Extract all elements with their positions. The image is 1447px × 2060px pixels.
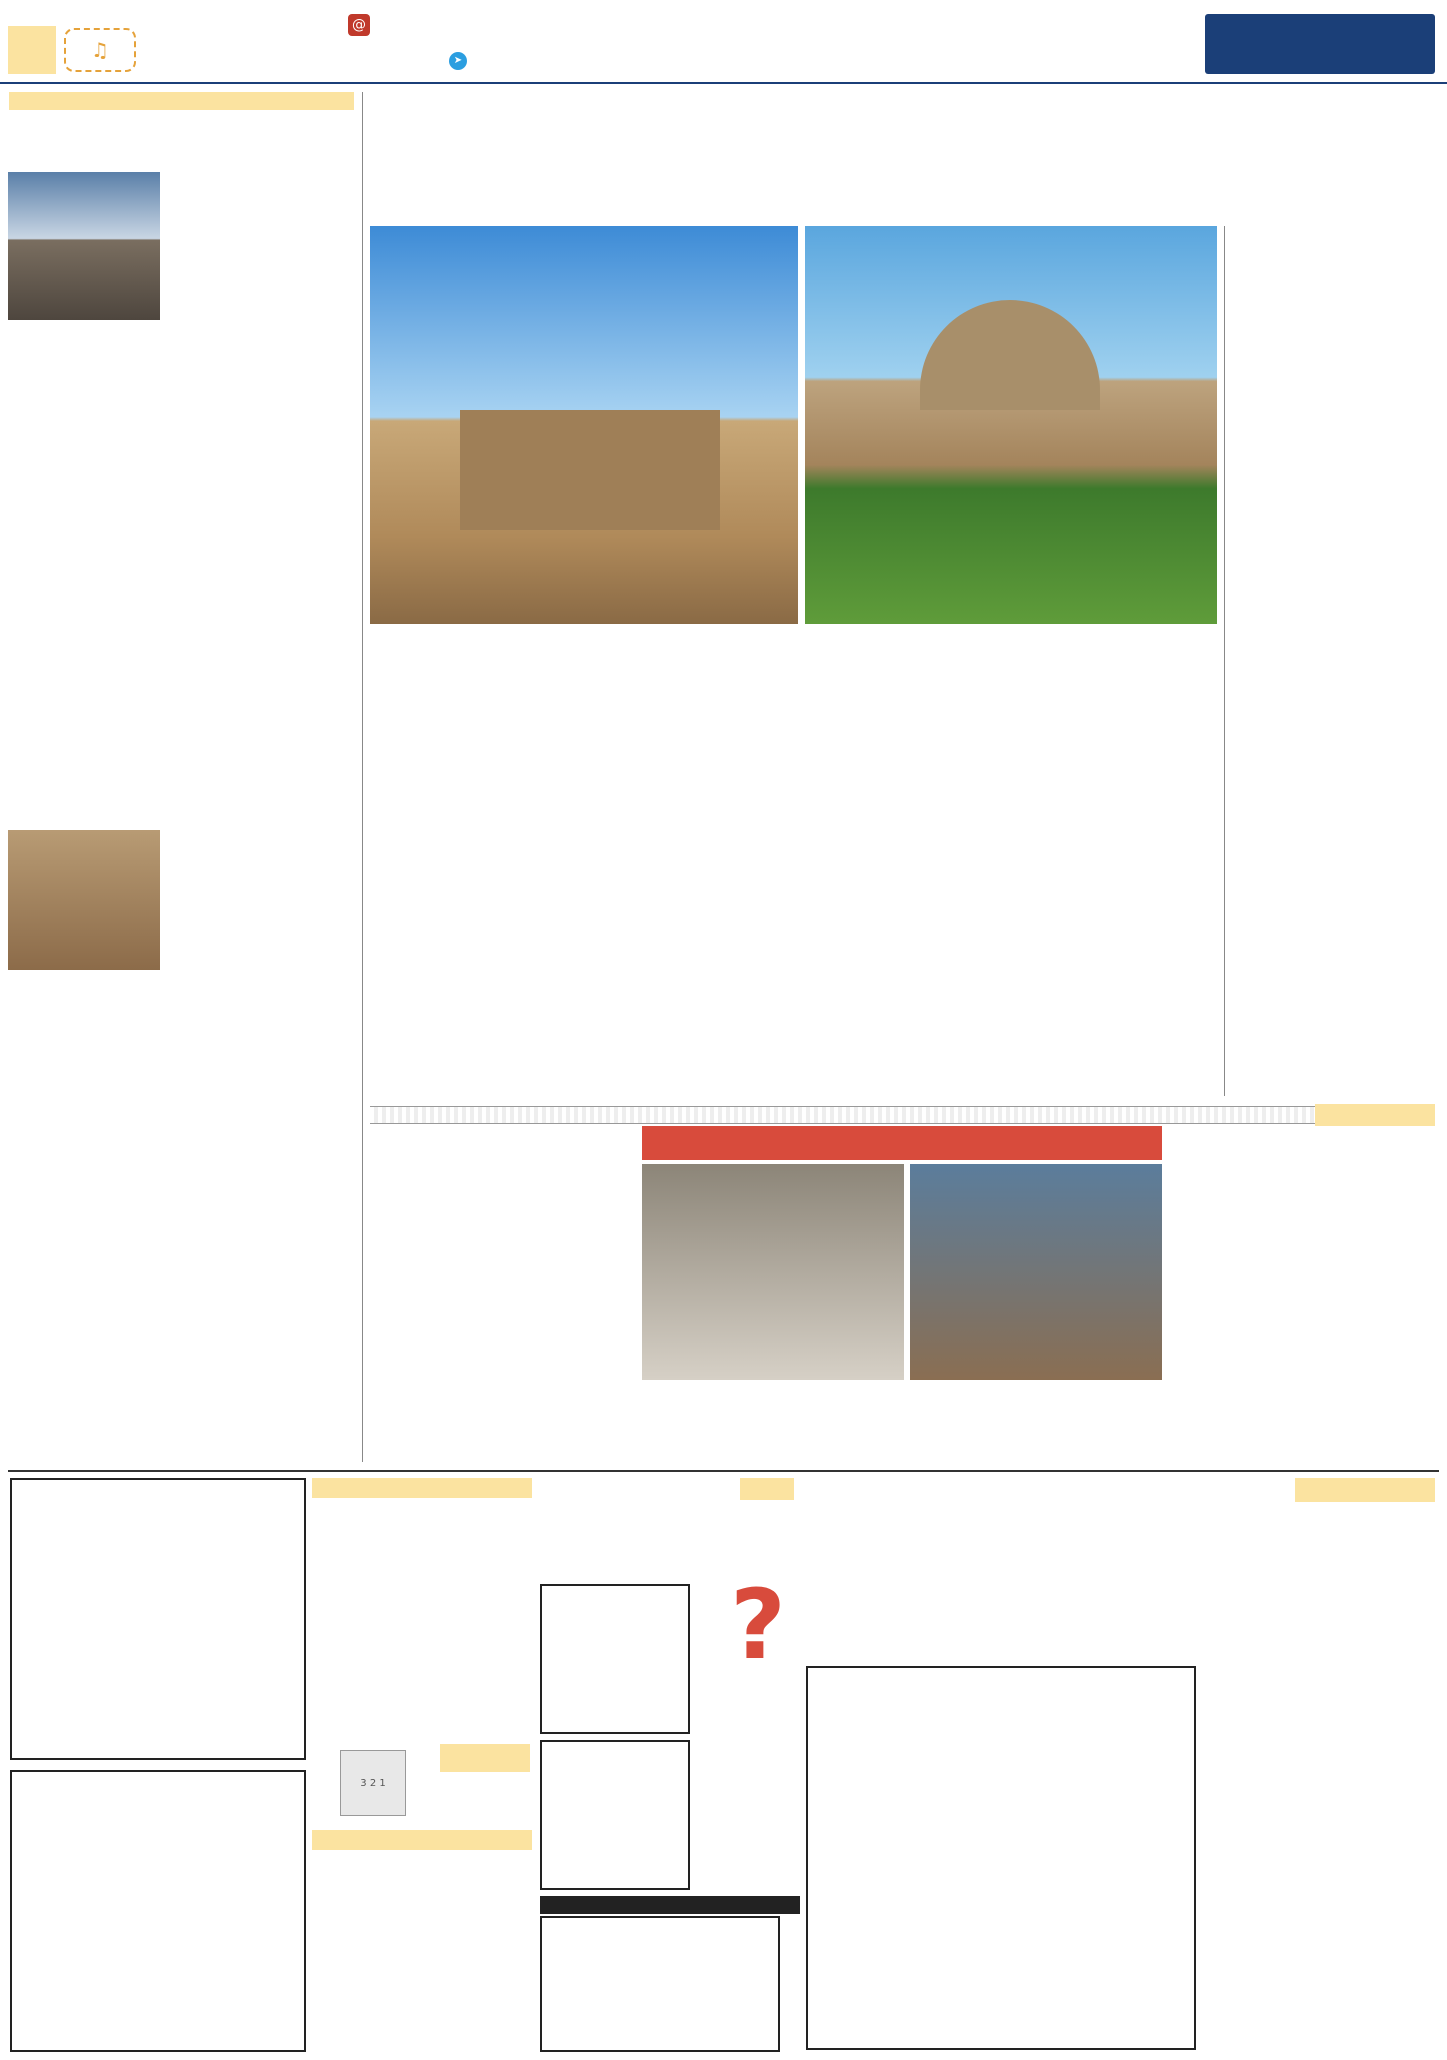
newspaper-logo[interactable] <box>1205 14 1435 74</box>
challenge-col-4 <box>370 1132 635 1462</box>
crossword-grid[interactable] <box>806 1666 1196 2050</box>
section-rule <box>370 1106 1400 1124</box>
article-col-4 <box>588 632 798 1096</box>
photo-spacer <box>8 160 168 330</box>
sudoku-easy-label <box>312 1478 532 1498</box>
sudoku-cube-icon: 1 2 3 <box>340 1750 406 1816</box>
challenge-col-2 <box>910 1388 1162 1462</box>
article-col-3 <box>805 632 1007 1096</box>
telegram-icon: ➤ <box>449 52 467 70</box>
challenge-col-3 <box>642 1388 904 1462</box>
article-col-1 <box>1229 226 1435 1096</box>
solution-hard-grid <box>540 1740 690 1890</box>
answer-crossword-grid <box>540 1916 780 2052</box>
article-col-5 <box>370 632 580 1096</box>
sudoku-hard-grid[interactable] <box>10 1770 306 2052</box>
answer-issue-number <box>740 1478 794 1500</box>
question-mark-icon: ? <box>730 1569 786 1681</box>
sudoku-definition <box>312 1914 532 2052</box>
ruins-shape <box>460 410 720 530</box>
crossword-title <box>1295 1478 1435 1502</box>
photo-spacer <box>8 826 168 976</box>
solution-hard-label <box>696 1740 714 1890</box>
news-body-1 <box>8 160 353 788</box>
page-number <box>8 26 56 74</box>
designer-credit <box>782 1916 800 2052</box>
challenge-title <box>642 1126 1162 1160</box>
answer-title <box>540 1896 800 1914</box>
mosque-courtyard-photo <box>642 1164 904 1380</box>
mosque-tile-photo <box>910 1164 1162 1380</box>
puzzle-issue-number <box>440 1744 530 1772</box>
sudoku-easy-grid[interactable] <box>10 1478 306 1760</box>
crossword-row-numbers <box>1200 1668 1224 2048</box>
challenge-col-1 <box>1172 1132 1435 1462</box>
mail-icon: @ <box>348 14 370 36</box>
article-col-2 <box>1015 632 1217 1096</box>
hagia-sophia-photo <box>805 226 1217 624</box>
column-divider <box>362 92 363 1462</box>
culture-icon: ♫ <box>64 28 136 72</box>
news-body-2 <box>8 826 353 1462</box>
sudoku-hard-label <box>312 1830 532 1850</box>
solution-easy-label <box>696 1584 714 1734</box>
sudoku-rules <box>312 1568 532 1678</box>
column-divider <box>1224 226 1225 1096</box>
solution-easy-grid <box>540 1584 690 1734</box>
challenge-label <box>1315 1104 1435 1126</box>
news-label <box>9 92 354 110</box>
